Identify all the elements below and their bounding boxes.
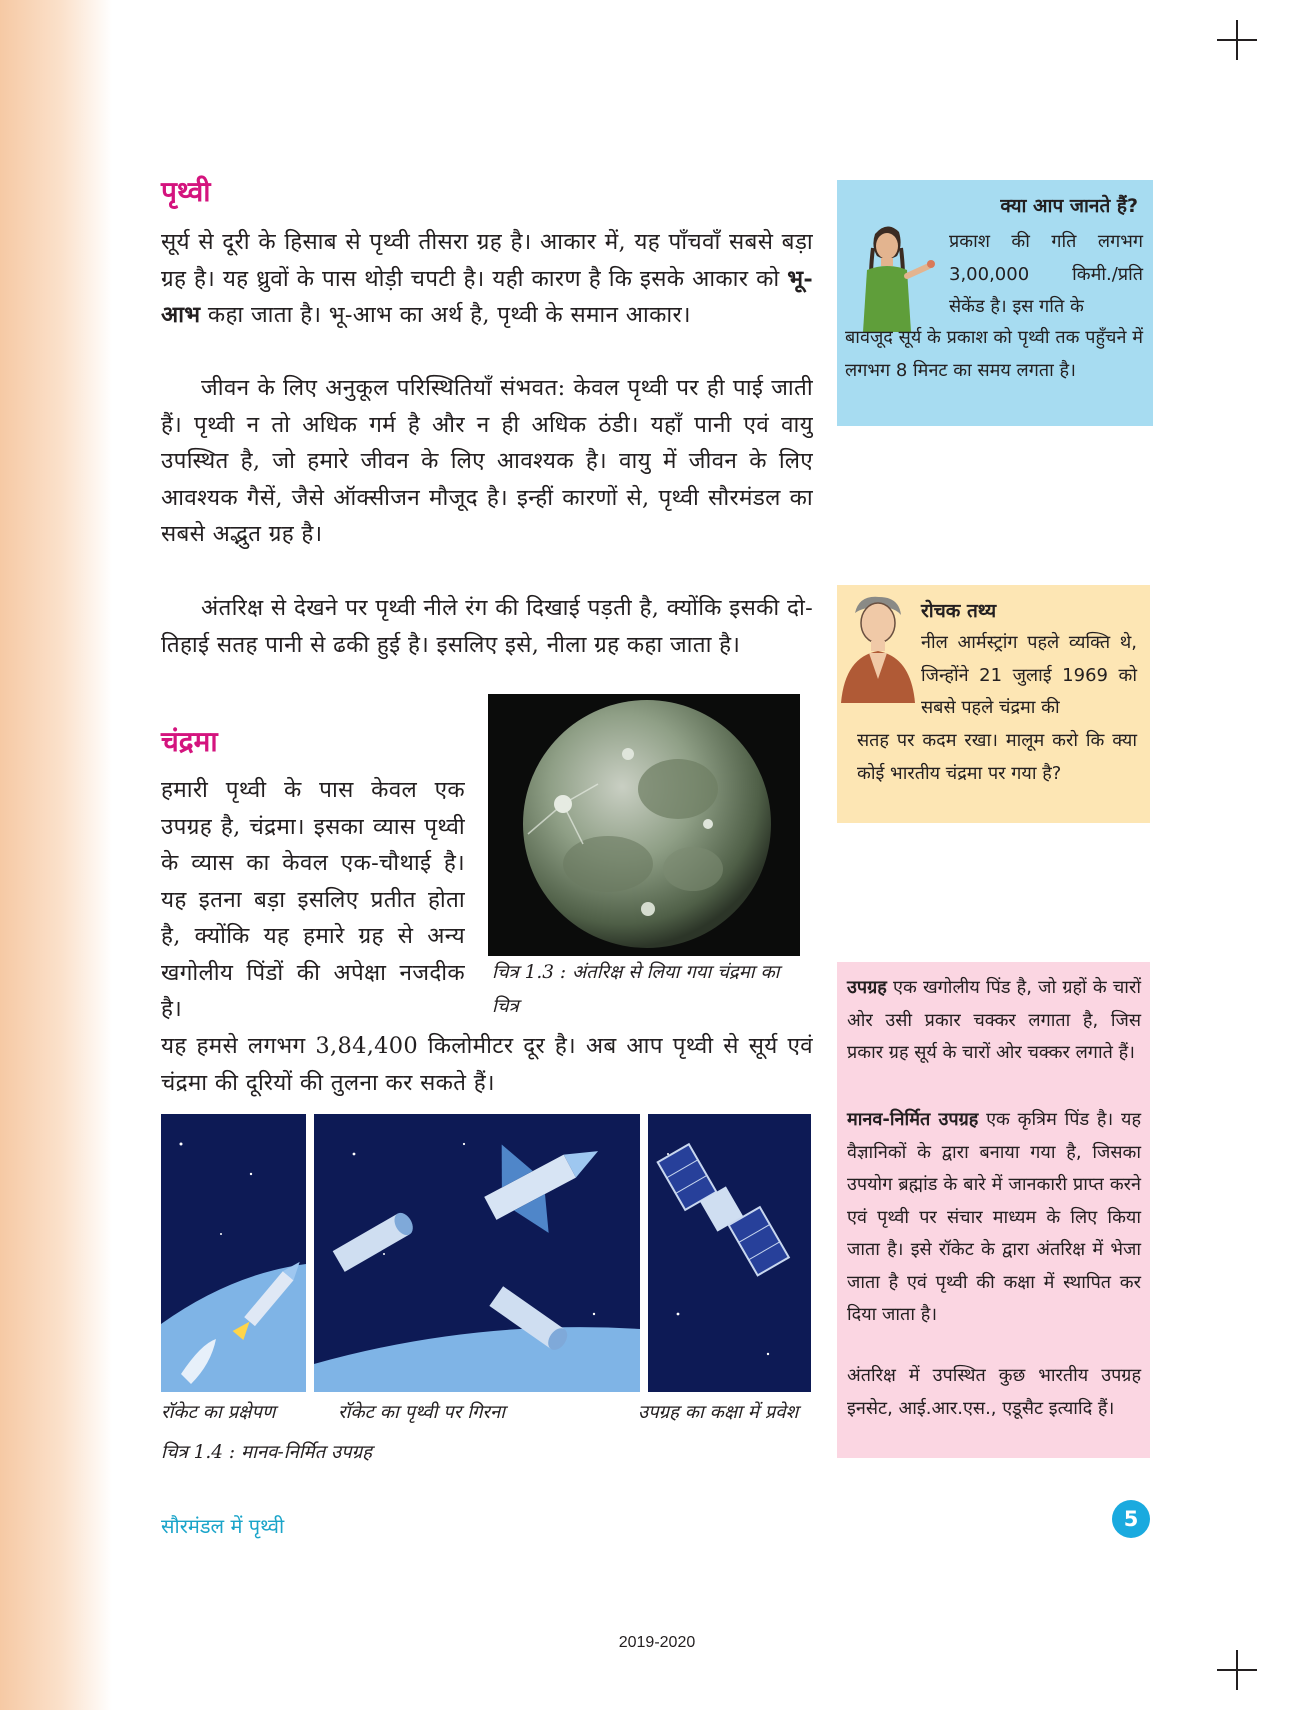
chapter-footer: सौरमंडल में पृथ्वी [161, 1514, 285, 1538]
man-made-satellite-text: एक कृत्रिम पिंड है। यह वैज्ञानिकों के द्वारा बनाया गया है, जिसका उपयोग ब्रह्मांड के बारे में जानकारी प्राप्त करने एवं पृथ्वी पर संचार माध्यम के लिए किया जाता है। इसे रॉकेट के द्वारा अंतरिक्ष में भेजा जाता है एवं पृथ्वी की कक्षा में स्थापित कर दिया जाता है। [847, 1109, 1142, 1325]
satellite-icon [648, 1114, 811, 1392]
satellite-term: उपग्रह [847, 977, 887, 998]
geoid-term: भू-आभ [161, 265, 813, 328]
earth-paragraph-2: जीवन के लिए अनुकूल परिस्थितियाँ संभवत: केवल पृथ्वी पर ही पाई जाती हैं। पृथ्वी न तो अधिक गर्म है और न ही अधिक ठंडी। यहाँ पानी एवं वायु उपस्थित है, जो हमारे जीवन के लिए आवश्यक है। वायु में जीवन के लिए आवश्यक गैसें, जैसे ऑक्सीजन मौजूद है। इन्हीं कारणों से, पृथ्वी सौरमंडल का सबसे अद्भुत ग्रह है। [161, 375, 813, 547]
interesting-fact-box [837, 585, 1150, 823]
satellite-definition [847, 972, 1141, 1070]
earth-heading: पृथ्वी [161, 175, 211, 208]
earth-paragraph-3: अंतरिक्ष से देखने पर पृथ्वी नीले रंग की दिखाई पड़ती है, क्योंकि इसकी दो-तिहाई सतह पानी से ढकी हुई है। इसलिए इसे, नीला ग्रह कहा जाता है। [161, 595, 813, 658]
moon-heading: चंद्रमा [161, 725, 218, 758]
rocket-launch-panel [161, 1114, 306, 1392]
year-footer: 2019-2020 [618, 1634, 696, 1651]
man-made-satellite-term: मानव-निर्मित उपग्रह [847, 1109, 979, 1130]
crop-mark-top [1217, 20, 1257, 60]
earth-paragraph-1-end: कहा जाता है। भू-आभ का अर्थ है, पृथ्वी के समान आकार। [200, 302, 691, 328]
earth-paragraph-1 [161, 224, 813, 334]
did-you-know-box [837, 180, 1153, 426]
interesting-fact-text-bottom: सतह पर कदम रखा। मालूम करो कि क्या कोई भारतीय चंद्रमा पर गया है? [857, 730, 1137, 784]
label-satellite-orbit: उपग्रह का कक्षा में प्रवेश [638, 1402, 799, 1423]
page-edge-gradient [0, 0, 112, 1710]
page-number: 5 [1112, 1500, 1150, 1538]
moon-paragraph-full: यह हमसे लगभग 3,84,400 किलोमीटर दूर है। अब आप पृथ्वी से सूर्य एवं चंद्रमा की दूरियों की तुलना कर सकते हैं। [161, 1033, 813, 1096]
satellite-orbit-panel [648, 1114, 811, 1392]
crop-mark-bottom [1217, 1650, 1257, 1690]
rocket-launch-icon [161, 1114, 306, 1392]
earth-paragraph-1-start: सूर्य से दूरी के हिसाब से पृथ्वी तीसरा ग्रह है। आकार में, यह पाँचवाँ सबसे बड़ा ग्रह है। यह ध्रुवों के पास थोड़ी चपटी है। यही कारण है कि इसके आकार को [161, 229, 813, 292]
neil-armstrong-illustration [839, 591, 917, 703]
man-made-satellite-definition [847, 1104, 1141, 1332]
did-you-know-text-top: प्रकाश की गति लगभग 3,00,000 किमी./प्रति सेकेंड है। इस गति के [949, 231, 1143, 317]
rocket-stages-icon [314, 1114, 640, 1392]
figure-1-4-caption: चित्र 1.4 : मानव-निर्मित उपग्रह [161, 1442, 372, 1463]
figure-1-3-caption: चित्र 1.3 : अंतरिक्ष से लिया गया चंद्रमा का चित्र [492, 962, 780, 1017]
satellite-definition-box [837, 962, 1150, 1458]
moon-paragraph-side: हमारी पृथ्वी के पास केवल एक उपग्रह है, चंद्रमा। इसका व्यास पृथ्वी के व्यास का केवल एक-चौथाई है। यह इतना बड़ा इसलिए प्रतीत होता है, क्योंकि यह हमारे ग्रह से अन्य खगोलीय पिंडों की अपेक्षा नजदीक है। [161, 777, 465, 1022]
moon-icon [488, 694, 800, 956]
label-rocket-falling: रॉकेट का पृथ्वी पर गिरना [338, 1402, 506, 1423]
moon-photo [488, 694, 800, 956]
rocket-stages-panel [314, 1114, 640, 1392]
satellite-definition-text: एक खगोलीय पिंड है, जो ग्रहों के चारों ओर उसी प्रकार चक्कर लगाता है, जिस प्रकार ग्रह सूर्य के चारों ओर चक्कर लगाते हैं। [847, 977, 1141, 1063]
did-you-know-text-bottom: बावजूद सूर्य के प्रकाश को पृथ्वी तक पहुँचने में लगभग 8 मिनट का समय लगता है। [845, 327, 1143, 381]
interesting-fact-text-top: नील आर्मस्ट्रांग पहले व्यक्ति थे, जिन्होंने 21 जुलाई 1969 को सबसे पहले चंद्रमा की [921, 632, 1137, 718]
did-you-know-title: क्या आप जानते हैं? [1000, 195, 1138, 217]
label-rocket-launch: रॉकेट का प्रक्षेपण [161, 1402, 276, 1423]
indian-satellites-text: अंतरिक्ष में उपस्थित कुछ भारतीय उपग्रह इनसेट, आई.आर.एस., एडूसैट इत्यादि हैं। [847, 1365, 1141, 1419]
interesting-fact-title: रोचक तथ्य [921, 600, 997, 622]
